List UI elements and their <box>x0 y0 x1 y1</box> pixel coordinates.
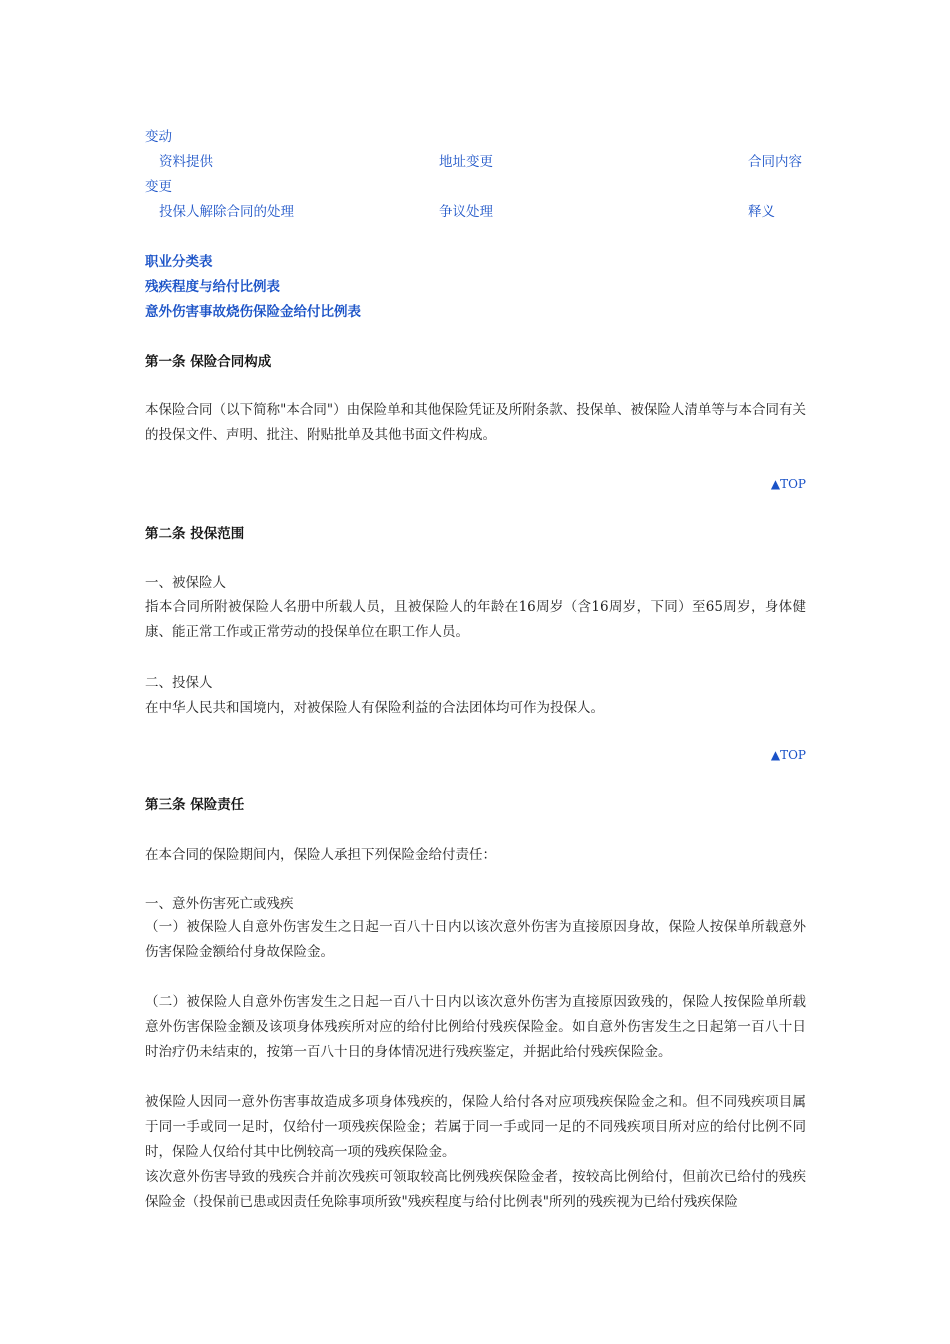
article-1-heading: 第一条 保险合同构成 <box>145 354 272 370</box>
back-to-top-link[interactable]: ▲TOP <box>770 748 806 762</box>
article-3-para-1: （一）被保险人自意外伤害发生之日起一百八十日内以该次意外伤害为直接原因身故，保险人按保单所载意外伤害保险金额给付身故保险金。 <box>145 919 806 960</box>
article-3-para-3: 被保险人因同一意外伤害事故造成多项身体残疾的，保险人给付各对应项残疾保险金之和。但不同残疾项目属于同一手或同一足时，仅给付一项残疾保险金；若属于同一手或同一足的不同残疾项目所对应的给付比例不同时，保险人仅给付其中比例较高一项的残疾保险金。 <box>145 1094 806 1160</box>
nav-row-4 <box>145 202 806 222</box>
article-3-heading: 第三条 保险责任 <box>145 797 245 813</box>
nav-row-2 <box>145 152 806 172</box>
article-2-sub1-body: 指本合同所附被保险人名册中所载人员，且被保险人的年龄在16周岁（含16周岁，下同）至65周岁，身体健康、能正常工作或正常劳动的投保单位在职工作人员。 <box>145 599 806 640</box>
nav-link-change-cont[interactable]: 变更 <box>145 179 172 195</box>
nav-row-1 <box>145 127 806 147</box>
back-to-top-link[interactable]: ▲TOP <box>770 477 806 491</box>
article-3-sub1-title: 一、意外伤害死亡或残疾 <box>145 896 294 912</box>
nav-link-change[interactable]: 变动 <box>145 129 172 145</box>
article-2-heading: 第二条 投保范围 <box>145 526 245 542</box>
appendix-link-burn[interactable]: 意外伤害事故烧伤保险金给付比例表 <box>145 304 361 320</box>
article-1-body: 本保险合同（以下简称"本合同"）由保险单和其他保险凭证及所附条款、投保单、被保险人清单等与本合同有关的投保文件、声明、批注、附贴批单及其他书面文件构成。 <box>145 402 806 443</box>
nav-row-3 <box>145 177 806 197</box>
appendix-link-disability[interactable]: 残疾程度与给付比例表 <box>145 279 280 295</box>
article-3-intro: 在本合同的保险期间内，保险人承担下列保险金给付责任： <box>145 847 496 863</box>
article-3-para-4: 该次意外伤害导致的残疾合并前次残疾可领取较高比例残疾保险金者，按较高比例给付，但前次已给付的残疾保险金（投保前已患或因责任免除事项所致"残疾程度与给付比例表"所列的残疾视为已给付残疾保险 <box>145 1169 806 1210</box>
article-2-sub2-body: 在中华人民共和国境内，对被保险人有保险利益的合法团体均可作为投保人。 <box>145 700 604 716</box>
nav-link-info-provision[interactable]: 资料提供 <box>159 154 213 170</box>
nav-link-termination[interactable]: 投保人解除合同的处理 <box>159 204 294 220</box>
article-2-sub2-title: 二、投保人 <box>145 675 213 691</box>
nav-link-address-change[interactable]: 地址变更 <box>439 154 493 170</box>
nav-link-contract-content[interactable]: 合同内容 <box>748 154 802 170</box>
nav-link-dispute[interactable]: 争议处理 <box>439 204 493 220</box>
nav-link-definitions[interactable]: 释义 <box>748 204 775 220</box>
article-3-para-2: （二）被保险人自意外伤害发生之日起一百八十日内以该次意外伤害为直接原因致残的，保险人按保险单所载意外伤害保险金额及该项身体残疾所对应的给付比例给付残疾保险金。如自意外伤害发生之日起第一百八十日时治疗仍未结束的，按第一百八十日的身体情况进行残疾鉴定，并据此给付残疾保险金。 <box>145 994 806 1060</box>
article-2-sub1-title: 一、被保险人 <box>145 575 226 591</box>
appendix-link-occupation[interactable]: 职业分类表 <box>145 254 213 270</box>
